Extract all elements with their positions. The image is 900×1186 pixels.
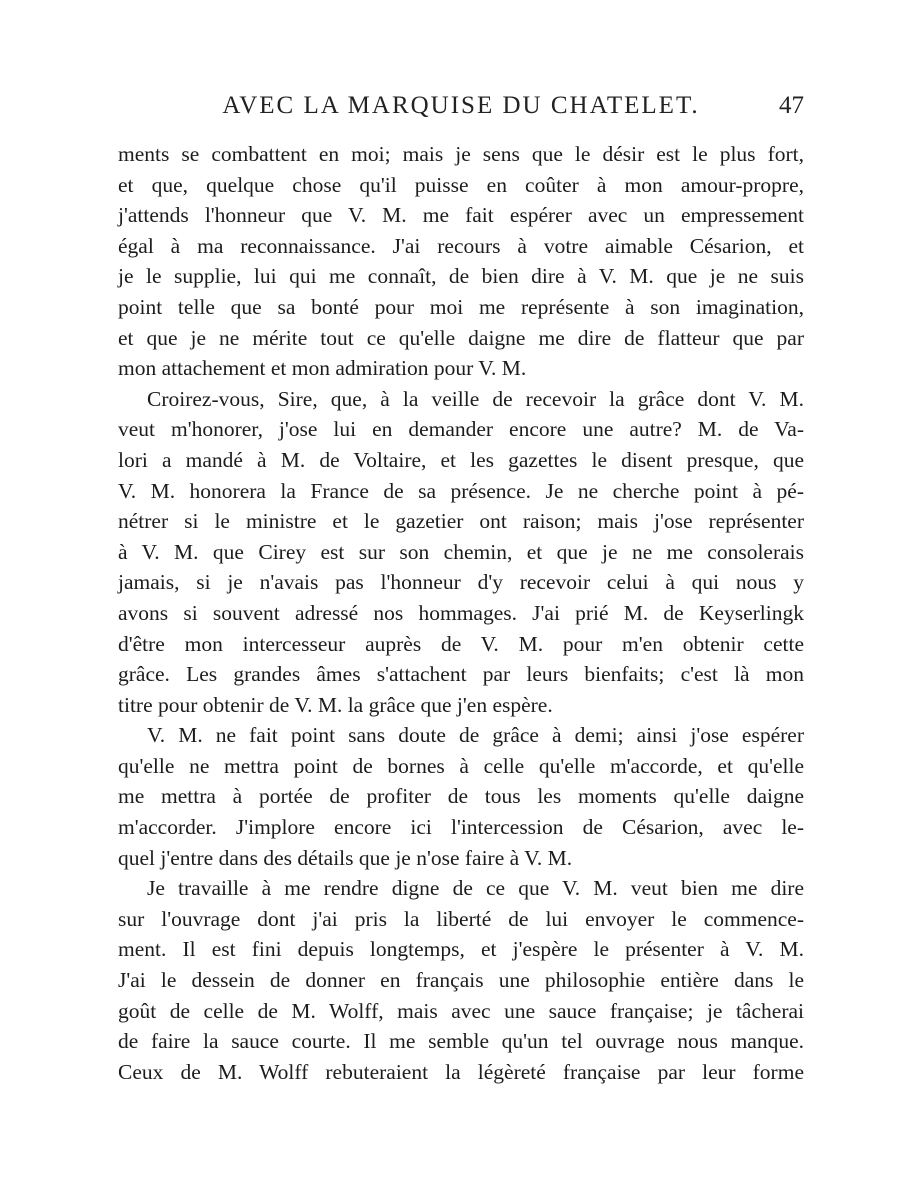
text-line: Ceux de M. Wolff rebuteraient la légèreté française par leur forme <box>118 1059 804 1084</box>
text-line: ments se combattent en moi; mais je sens que le désir est le plus fort, <box>118 142 804 166</box>
running-head <box>118 92 804 126</box>
text-line: veut m'honorer, j'ose lui en demander encore une autre? M. de Va- <box>118 417 804 442</box>
text-line: sur l'ouvrage dont j'ai pris la liberté de lui envoyer le commence- <box>118 906 804 931</box>
paragraph <box>118 720 804 873</box>
text-line: J'ai le dessein de donner en français une philosophie entière dans le <box>118 968 804 993</box>
text-line: ment. Il est fini depuis longtemps, et j'espère le présenter à V. M. <box>118 937 804 962</box>
text-line: V. M. ne fait point sans doute de grâce à demi; ainsi j'ose espérer <box>147 723 804 748</box>
text-line: égal à ma reconnaissance. J'ai recours à votre aimable Césarion, et <box>118 233 804 258</box>
text-line: d'être mon intercesseur auprès de V. M. pour m'en obtenir cette <box>118 631 804 656</box>
text-line: quel j'entre dans des détails que je n'ose faire à V. M. <box>118 845 573 870</box>
text-line: grâce. Les grandes âmes s'attachent par leurs bienfaits; c'est là mon <box>118 662 804 687</box>
text-line: goût de celle de M. Wolff, mais avec une sauce française; je tâcherai <box>118 998 804 1023</box>
text-line: point telle que sa bonté pour moi me représente à son imagination, <box>118 294 804 319</box>
text-line: jamais, si je n'avais pas l'honneur d'y recevoir celui à qui nous y <box>118 570 804 595</box>
paragraph <box>118 384 804 721</box>
text-line: de faire la sauce courte. Il me semble qu'un tel ouvrage nous manque. <box>118 1029 804 1054</box>
text-line: me mettra à portée de profiter de tous les moments qu'elle daigne <box>118 784 804 809</box>
text-line: je le supplie, lui qui me connaît, de bien dire à V. M. que je ne suis <box>118 264 804 289</box>
running-title: AVEC LA MARQUISE DU CHATELET. <box>222 92 700 119</box>
text-line: titre pour obtenir de V. M. la grâce que j'en espère. <box>118 692 553 717</box>
text-line: avons si souvent adressé nos hommages. J'ai prié M. de Keyserlingk <box>118 600 804 625</box>
text-line: Croirez-vous, Sire, que, à la veille de recevoir la grâce dont V. M. <box>147 386 804 411</box>
text-line: lori a mandé à M. de Voltaire, et les gazettes le disent presque, que <box>118 447 804 472</box>
text-line: et que, quelque chose qu'il puisse en coûter à mon amour-propre, <box>118 172 804 197</box>
text-line: V. M. honorera la France de sa présence. Je ne cherche point à pé- <box>118 478 804 503</box>
text-line: à V. M. que Cirey est sur son chemin, et que je ne me consolerais <box>118 539 804 564</box>
text-line: et que je ne mérite tout ce qu'elle daigne me dire de flatteur que par <box>118 325 804 350</box>
text-line: qu'elle ne mettra point de bornes à celle qu'elle m'accorde, et qu'elle <box>118 753 804 778</box>
text-line: m'accorder. J'implore encore ici l'intercession de Césarion, avec le- <box>118 815 804 840</box>
page-number: 47 <box>779 92 804 119</box>
text-line: j'attends l'honneur que V. M. me fait espérer avec un empressement <box>118 203 804 228</box>
text-line: nétrer si le ministre et le gazetier ont raison; mais j'ose représenter <box>118 509 804 534</box>
paragraph <box>118 139 804 384</box>
text-line: Je travaille à me rendre digne de ce que V. M. veut bien me dire <box>147 876 804 901</box>
paragraph <box>118 873 804 1087</box>
body-text <box>118 139 804 1087</box>
text-line: mon attachement et mon admiration pour V. M. <box>118 356 527 381</box>
